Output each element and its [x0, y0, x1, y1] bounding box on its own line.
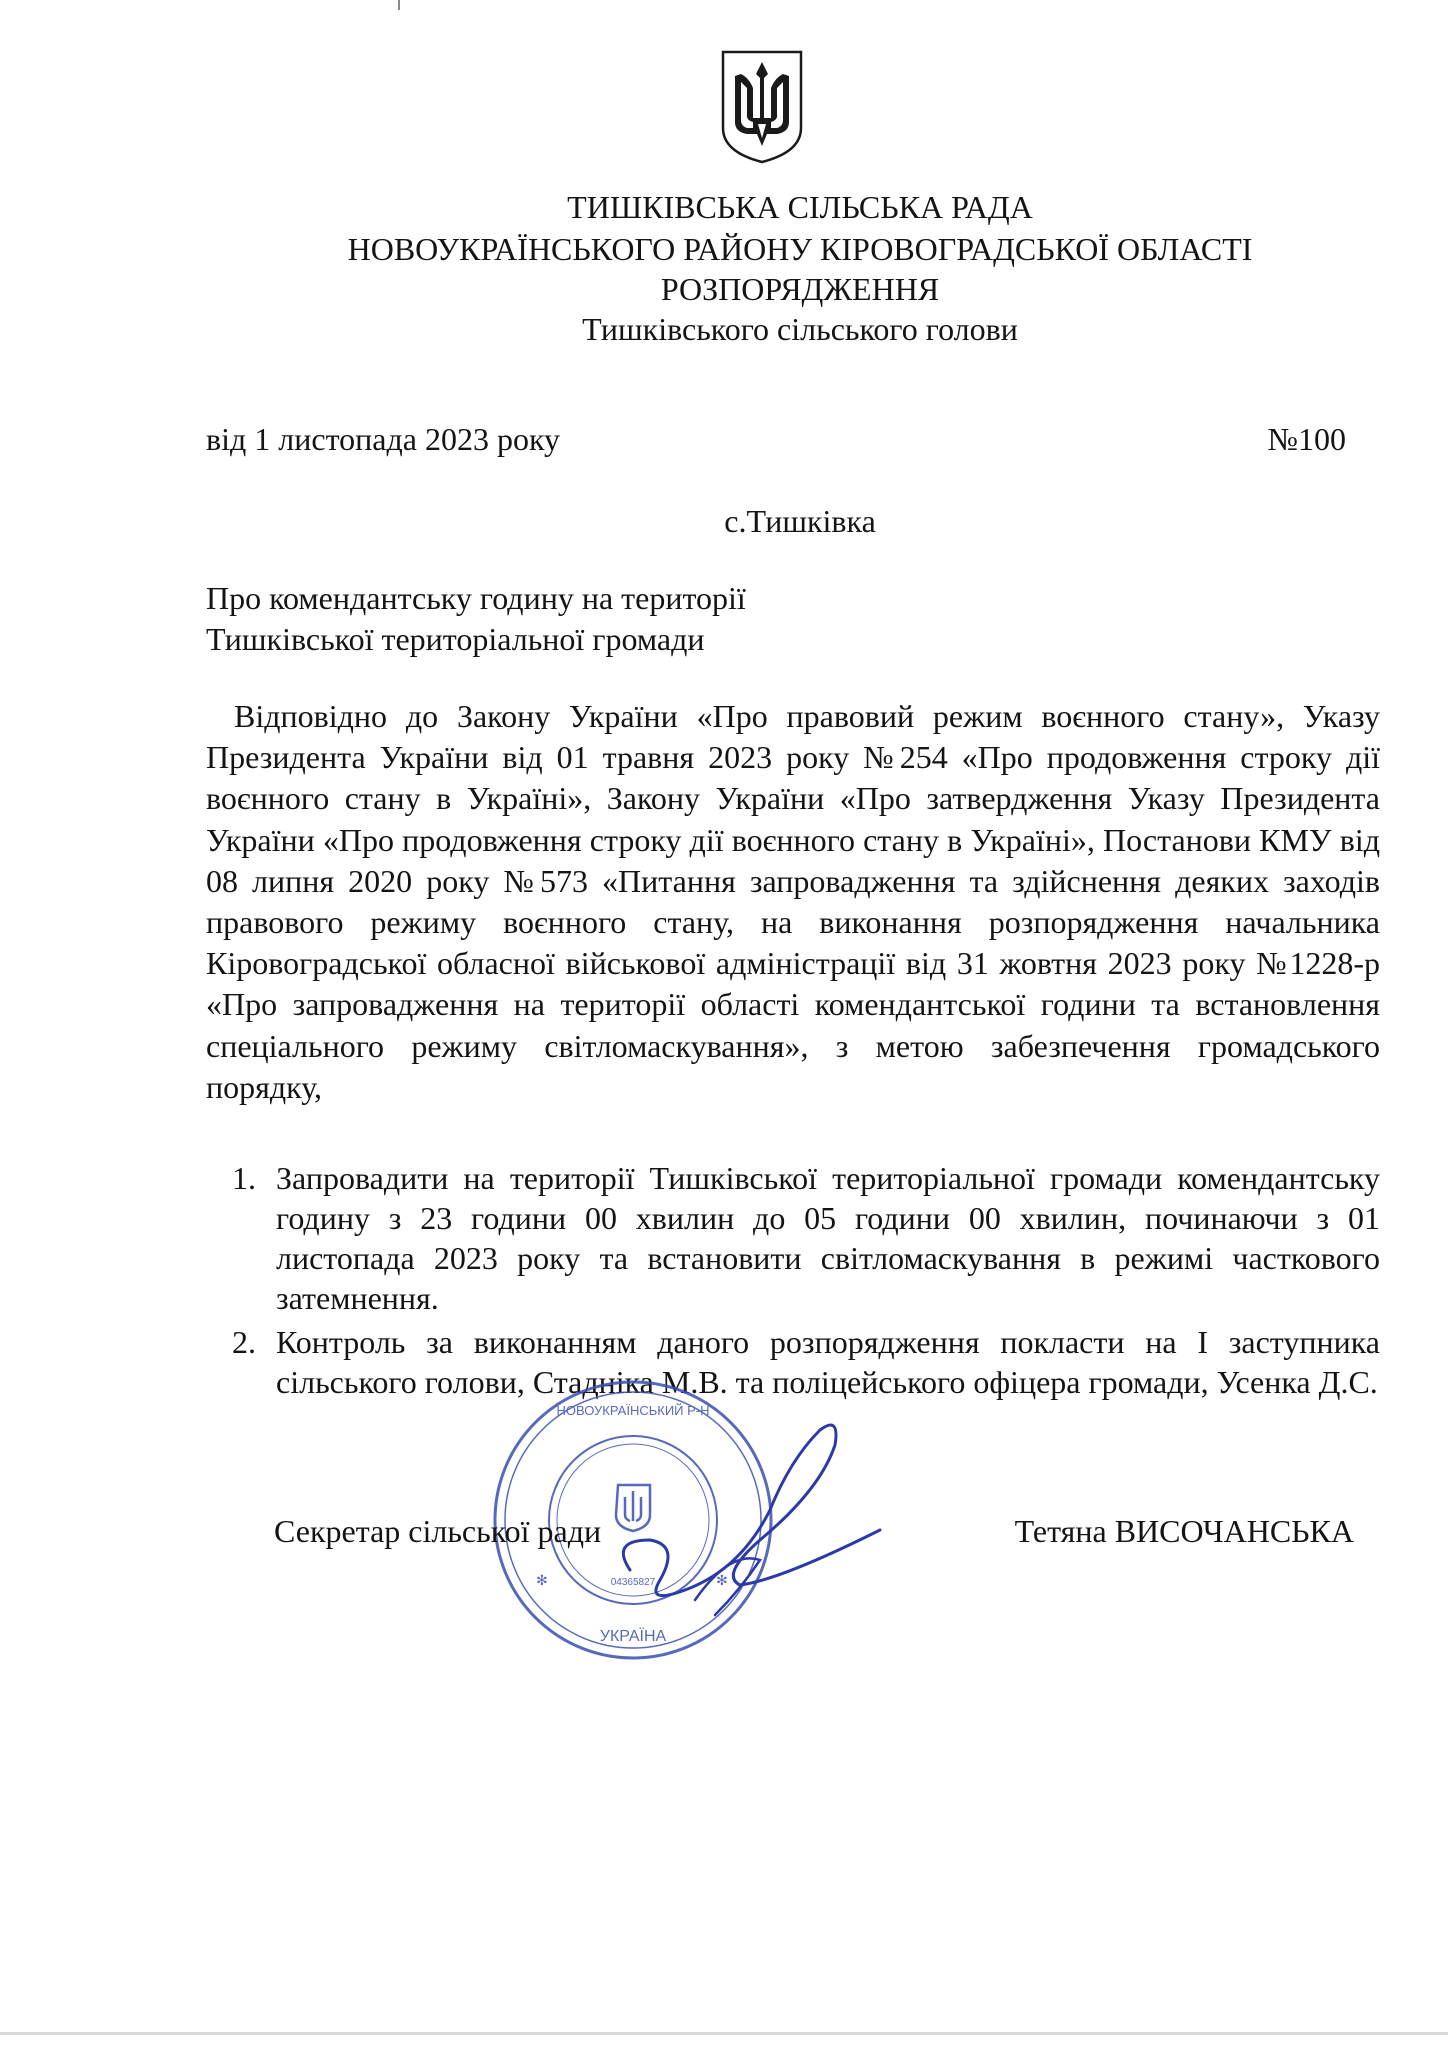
scan-edge-bottom: [0, 2032, 1448, 2035]
signer-name: Тетяна ВИСОЧАНСЬКА: [1014, 1513, 1354, 1549]
document-number: №100: [1267, 421, 1346, 457]
date-number-row: [206, 418, 1346, 460]
svg-text:НОВОУКРАЇНСЬКИЙ Р-Н: НОВОУКРАЇНСЬКИЙ Р-Н: [556, 1403, 710, 1418]
preamble-paragraph: Відповідно до Закону України «Про правовий режим воєнного стану», Указу Президента України від 01 травня 2023 року №254 «Про продовження строку дії воєнного стану в Україні», Закону України «Про затвердження Указу Президента України «Про продовження строку дії воєнного стану в Україні», Постанови КМУ від 08 липня 2020 року №573 «Питання запровадження та здійснення деяких заходів правового режиму воєнного стану, на виконання розпорядження начальника Кіровоградської обласної військової адміністрації від 31 жовтня 2023 року №1228-р «Про запровадження на території області комендантської години та встановлення спеціального режиму світломаскування», з метою забезпечення громадського порядку,: [206, 698, 1380, 1105]
trident-emblem-icon: [719, 48, 805, 166]
document-type: РОЗПОРЯДЖЕННЯ: [660, 271, 940, 307]
order-item-text: Контроль за виконанням даного розпорядження покласти на І заступника сільського голови, Стадніка М.В. та поліцейського офіцера громади, Усенка Д.С.: [276, 1324, 1380, 1400]
district-region-name: НОВОУКРАЇНСЬКОГО РАЙОНУ КІРОВОГРАДСЬКОЇ ОБЛАСТІ: [347, 231, 1253, 267]
scan-mark-top: [398, 0, 400, 10]
svg-text:✻: ✻: [716, 1573, 728, 1589]
document-date: від 1 листопада 2023 року: [206, 421, 561, 457]
svg-text:✻: ✻: [536, 1573, 548, 1589]
subject-line: Про комендантську годину на території: [206, 580, 746, 616]
council-name: ТИШКІВСЬКА СІЛЬСЬКА РАДА: [567, 189, 1033, 225]
document-place: с.Тишківка: [724, 503, 876, 539]
order-item: [232, 1158, 1380, 1318]
svg-text:04365827: 04365827: [610, 1577, 656, 1588]
document-subject: [206, 578, 746, 660]
order-items-list: [232, 1158, 1380, 1406]
order-item-number: 2.: [232, 1324, 256, 1360]
signature-row: [274, 1510, 1354, 1552]
order-item: [232, 1322, 1380, 1402]
signer-position: Секретар сільської ради: [274, 1513, 602, 1549]
order-item-number: 1.: [232, 1160, 256, 1196]
svg-text:УКРАЇНА: УКРАЇНА: [599, 1628, 667, 1645]
issuer: Тишківського сільського голови: [582, 311, 1018, 347]
subject-line: Тишківської територіальної громади: [206, 621, 705, 657]
order-item-text: Запровадити на території Тишківської територіальної громади комендантську годину з 23 години 00 хвилин до 05 години 00 хвилин, починаючи з 01 листопада 2023 року та встановити світломаскування в режимі часткового затемнення.: [276, 1160, 1380, 1316]
